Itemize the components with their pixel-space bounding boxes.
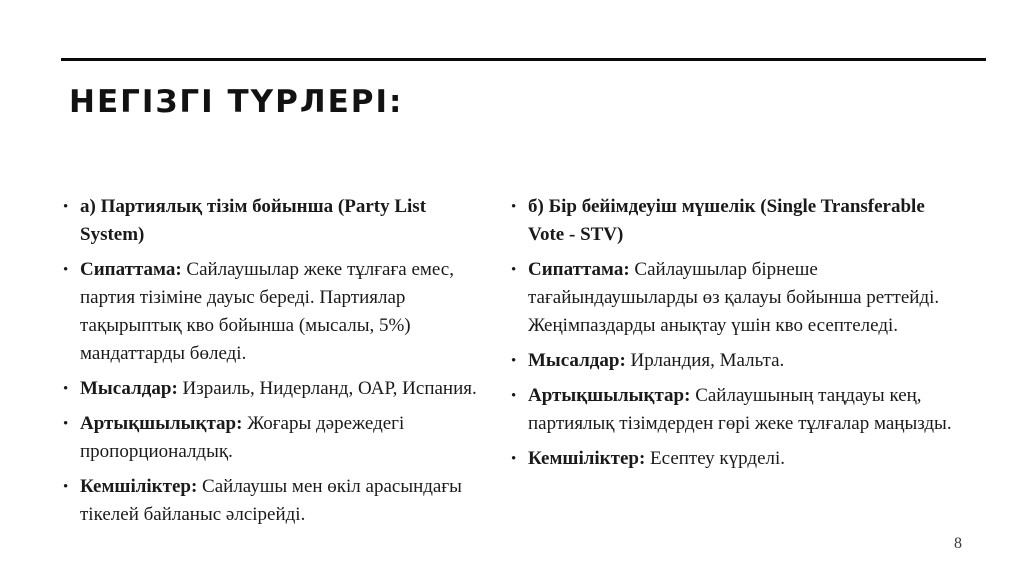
bullet-icon: •	[63, 199, 69, 215]
list-item	[511, 193, 952, 249]
list-item	[63, 375, 488, 403]
list-item-lead: Артықшылықтар:	[80, 413, 243, 434]
list-item	[63, 256, 488, 368]
list-item	[511, 256, 952, 340]
list-item	[63, 473, 488, 529]
page-number: 8	[954, 535, 962, 552]
content-column-left	[63, 193, 488, 536]
list-item	[511, 445, 952, 473]
list-item-lead: Кемшіліктер:	[528, 448, 646, 469]
content-column-right	[511, 193, 952, 480]
list-item-text	[528, 445, 952, 473]
list-item-lead: а) Партиялық тізім бойынша (Party List System)	[80, 196, 427, 245]
bullet-icon: •	[63, 416, 69, 432]
list-item-text	[80, 375, 488, 403]
list-item-text	[528, 382, 952, 438]
list-item	[63, 193, 488, 249]
list-item-lead: б) Бір бейімдеуіш мүшелік (Single Transferable Vote - STV)	[528, 196, 925, 245]
list-item-body: Сайлаушылар жеке тұлғаға емес, партия тізіміне дауыс береді. Партиялар тақырыптық кво бойынша (мысалы, 5%) мандаттарды бөледі.	[80, 259, 454, 364]
list-item	[511, 382, 952, 438]
list-item-lead: Сипаттама:	[80, 259, 182, 280]
bullet-icon: •	[511, 388, 517, 404]
list-item-text	[528, 256, 952, 340]
bullet-icon: •	[63, 479, 69, 495]
list-item-text	[528, 193, 952, 249]
list-item-text	[80, 473, 488, 529]
list-item-lead: Мысалдар:	[528, 350, 626, 371]
list-item-text	[528, 347, 952, 375]
list-item-text	[80, 410, 488, 466]
bullet-icon: •	[63, 262, 69, 278]
list-item-body: Есептеу күрделі.	[645, 448, 786, 469]
bullet-icon: •	[511, 262, 517, 278]
list-item-text	[80, 256, 488, 368]
list-item-lead: Артықшылықтар:	[528, 385, 691, 406]
list-item-lead: Кемшіліктер:	[80, 476, 198, 497]
list-item-body: Сайлаушының таңдауы кең, партиялық тізімдерден гөрі жеке тұлғалар маңызды.	[528, 385, 952, 434]
list-item	[511, 347, 952, 375]
title-overline-rule	[61, 58, 986, 61]
list-item-body: Сайлаушылар бірнеше тағайындаушыларды өз қалауы бойынша реттейді. Жеңімпаздарды анықтау үшін кво есептеледі.	[528, 259, 940, 336]
list-item-body: Жоғары дәрежедегі пропорционалдық.	[80, 413, 405, 462]
list-item	[63, 410, 488, 466]
page-title: НЕГІЗГІ ТҮРЛЕРІ:	[69, 84, 404, 120]
list-item-lead: Мысалдар:	[80, 378, 178, 399]
list-item-body: Сайлаушы мен өкіл арасындағы тікелей байланыс әлсірейді.	[80, 476, 462, 525]
list-item-body: Ирландия, Мальта.	[625, 350, 785, 371]
bullet-icon: •	[511, 451, 517, 467]
bullet-icon: •	[511, 199, 517, 215]
bullet-icon: •	[63, 381, 69, 397]
list-item-lead: Сипаттама:	[528, 259, 630, 280]
bullet-icon: •	[511, 353, 517, 369]
list-item-body: Израиль, Нидерланд, ОАР, Испания.	[177, 378, 477, 399]
list-item-text	[80, 193, 488, 249]
